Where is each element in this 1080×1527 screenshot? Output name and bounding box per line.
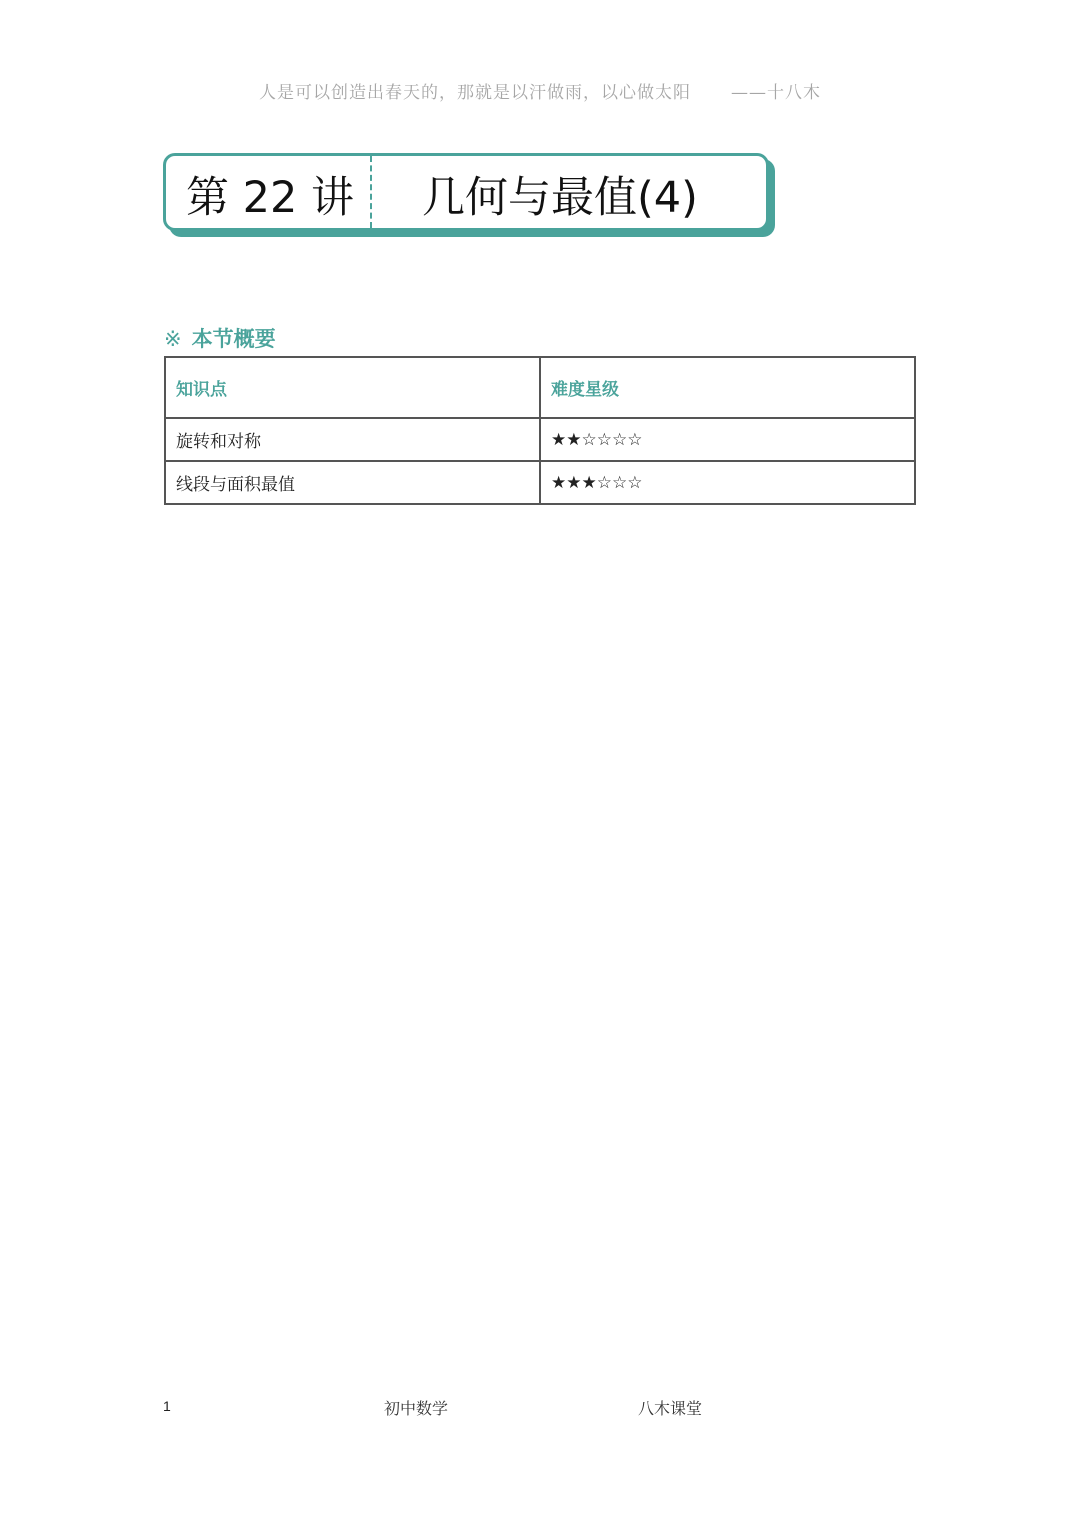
- title-divider: [370, 156, 372, 228]
- header-knowledge-point: 知识点: [165, 357, 540, 418]
- table-row: [165, 418, 915, 461]
- quote-text: 人是可以创造出春天的，那就是以汗做雨，以心做太阳: [259, 83, 691, 103]
- footer-subject: 初中数学: [384, 1399, 449, 1418]
- table-header-row: [165, 357, 915, 418]
- lecture-topic: 几何与最值(4): [422, 173, 698, 223]
- page-number: 1: [163, 1398, 171, 1414]
- footer-brand: 八木课堂: [638, 1399, 703, 1418]
- table-row: [165, 461, 915, 504]
- row-difficulty-stars: ★★★☆☆☆: [540, 461, 915, 504]
- section-heading: [164, 323, 276, 353]
- section-heading-text: 本节概要: [191, 327, 276, 351]
- quote-author: ——十八木: [731, 83, 821, 103]
- row-topic: 线段与面积最值: [165, 461, 540, 504]
- header-difficulty: 难度星级: [540, 357, 915, 418]
- lecture-title-box: [163, 153, 769, 231]
- lecture-number: 第 22 讲: [186, 173, 355, 223]
- header-quote: [0, 78, 1080, 103]
- reference-mark-icon: ※: [164, 327, 182, 351]
- overview-table: [164, 356, 916, 505]
- row-topic: 旋转和对称: [165, 418, 540, 461]
- row-difficulty-stars: ★★☆☆☆☆: [540, 418, 915, 461]
